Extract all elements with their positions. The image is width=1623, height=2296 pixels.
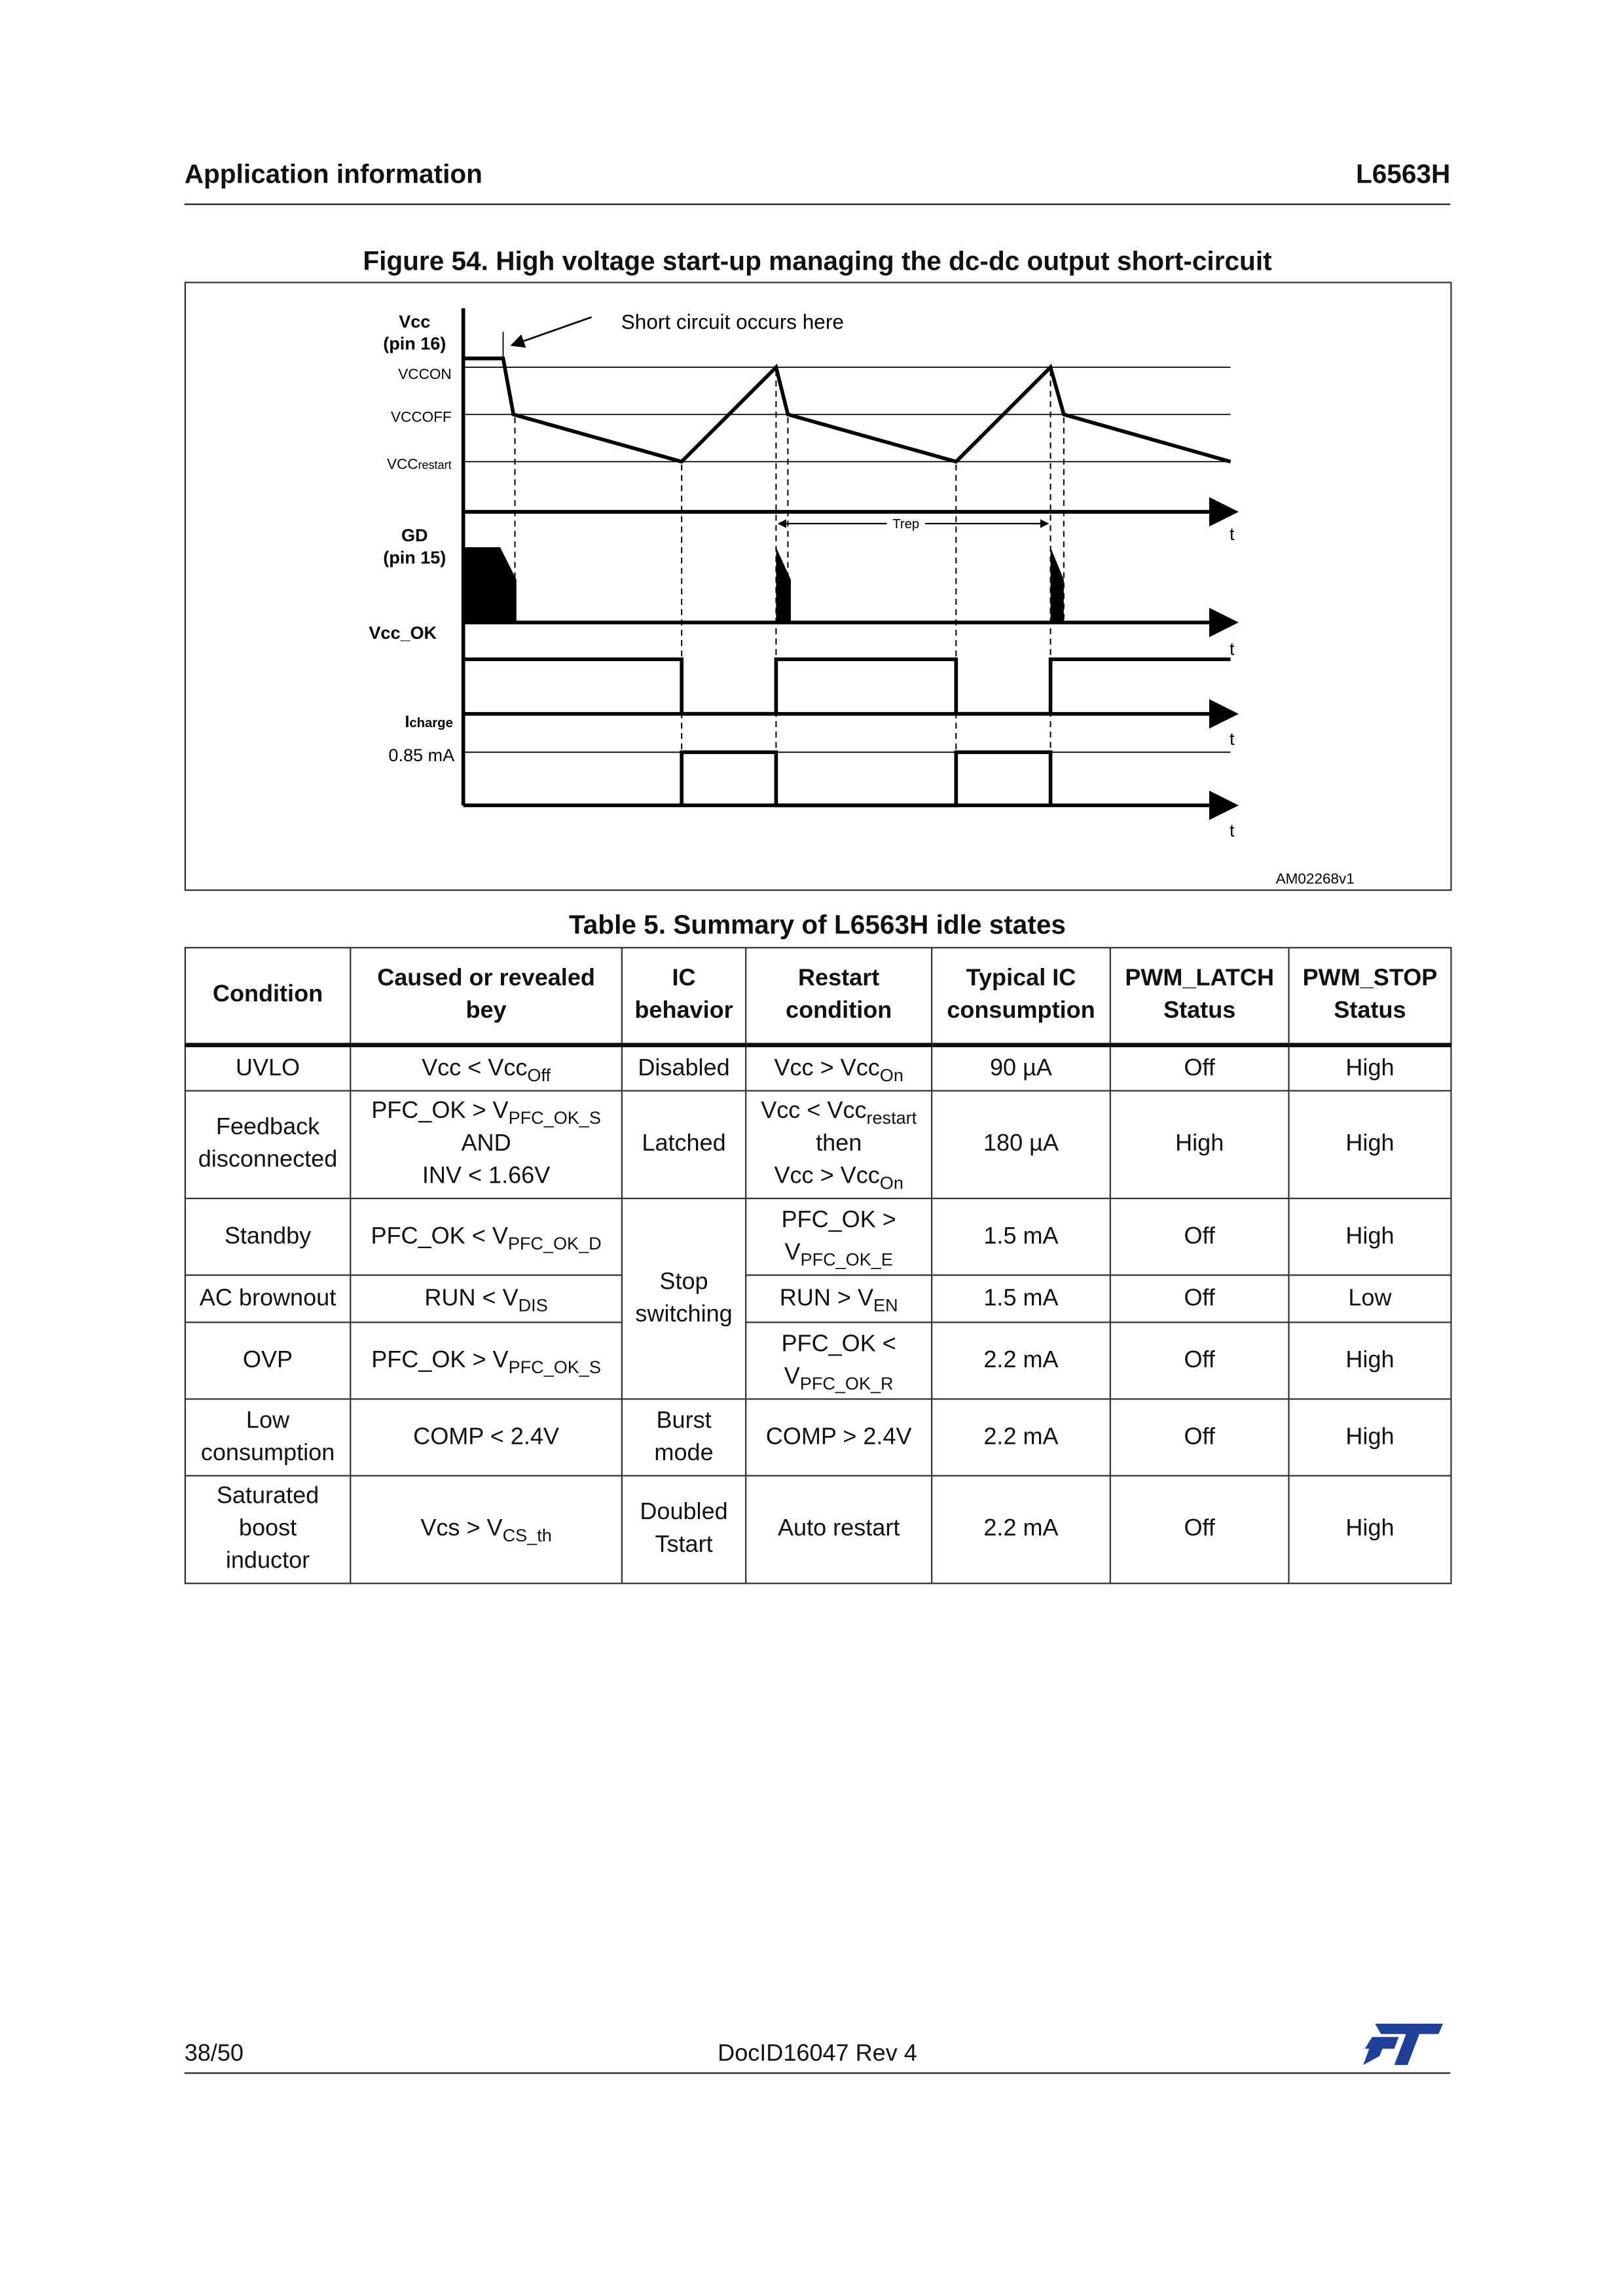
cell-text: Off (1184, 1347, 1215, 1372)
table-cell (350, 1091, 622, 1199)
table-cell (1289, 1476, 1451, 1584)
cell-text: Off (1184, 1055, 1215, 1081)
table-cell (746, 1476, 932, 1584)
cell-text: boost (238, 1516, 297, 1542)
cell-text: 1.5 mA (983, 1223, 1059, 1249)
cell-text: COMP < 2.4V (413, 1424, 559, 1450)
cell-text: Off (1184, 1516, 1215, 1542)
table-row (185, 1275, 1451, 1322)
column-header-text: condition (786, 998, 892, 1024)
vcc-off-label: VCCOFF (391, 408, 452, 425)
subscript-text: On (879, 1064, 903, 1085)
table-cell (932, 1091, 1110, 1199)
table-cell (1110, 1045, 1289, 1091)
cell-text: Off (1184, 1223, 1215, 1249)
cell-text: PFC_OK > V (371, 1347, 509, 1372)
column-header-text: Restart (798, 966, 880, 992)
column-header-text: PWM_STOP (1302, 966, 1438, 992)
column-header-text: Condition (212, 982, 323, 1008)
figure-id: AM02268v1 (1275, 870, 1355, 887)
cell-text: Vcs > V (420, 1516, 503, 1542)
document-id: DocID16047 Rev 4 (718, 2041, 917, 2067)
column-header-text: IC (672, 966, 696, 992)
table-cell (350, 1476, 622, 1584)
cell-text: Vcc > Vcc (774, 1055, 880, 1081)
cell-text: Auto restart (777, 1516, 900, 1542)
gd-pulses (464, 547, 1064, 622)
table-cell (185, 1322, 350, 1399)
time-axis-label: t (1229, 820, 1235, 840)
cell-text: Saturated (216, 1484, 319, 1509)
cell-text: High (1345, 1516, 1395, 1542)
svg-text:Icharge (405, 713, 452, 731)
table-row (185, 1198, 1451, 1275)
table-cell (1289, 1322, 1451, 1399)
cell-text: Off (1184, 1424, 1215, 1450)
table-cell (1110, 1399, 1289, 1476)
table-cell (185, 1476, 350, 1584)
time-axis-label: t (1229, 524, 1235, 544)
footer-divider (185, 2072, 1451, 2073)
short-circuit-annotation: Short circuit occurs here (621, 310, 844, 334)
cell-text: PFC_OK < (781, 1331, 896, 1357)
table-cell (932, 1198, 1110, 1275)
time-axes (464, 308, 1235, 805)
cell-text: AC brownout (199, 1285, 337, 1311)
page-number: 38/50 (184, 2041, 244, 2067)
cell-text: switching (635, 1301, 733, 1327)
table-cell (746, 1091, 932, 1199)
cell-text: Vcc < Vcc (761, 1098, 867, 1124)
vcc-restart-sub: restart (418, 458, 452, 472)
cell-text: COMP > 2.4V (765, 1424, 912, 1450)
table-cell (185, 1045, 350, 1091)
table-cell (350, 1045, 622, 1091)
icharge-level-label: 0.85 mA (388, 745, 455, 765)
subscript-text: PFC_OK_S (508, 1356, 601, 1377)
table-cell (746, 1275, 932, 1322)
table-cell (932, 1275, 1110, 1322)
vcc-ok-label: Vcc_OK (369, 622, 437, 643)
icharge-sub: charge (409, 716, 453, 731)
timing-diagram (186, 283, 1450, 889)
vcc-ok-waveform (464, 659, 1231, 713)
cell-text: RUN > V (779, 1285, 874, 1311)
table-cell (622, 1045, 746, 1091)
header-divider (185, 204, 1451, 205)
subscript-text: PFC_OK_E (800, 1248, 893, 1270)
table-cell (1289, 1198, 1451, 1275)
table-cell (622, 1476, 746, 1584)
icharge-waveform (682, 752, 1050, 805)
table-cell (185, 1091, 350, 1199)
column-header-text: Status (1334, 998, 1406, 1024)
vcc-on-label: VCCON (398, 366, 452, 383)
cell-text: Low (1348, 1285, 1392, 1311)
table-cell (746, 1198, 932, 1275)
table-cell (350, 1275, 622, 1322)
cell-text: PFC_OK < V (371, 1223, 508, 1249)
vcc-pin-label: (pin 16) (383, 334, 447, 354)
cell-text: V (784, 1240, 801, 1265)
cell-text: Latched (642, 1131, 726, 1157)
cell-text: Standby (224, 1223, 312, 1249)
cell-text: PFC_OK > (781, 1207, 896, 1232)
cell-text: Feedback (215, 1115, 320, 1141)
table-cell (932, 1476, 1110, 1584)
column-header-text: Status (1163, 998, 1236, 1024)
section-title: Application information (184, 159, 483, 189)
column-header (1289, 948, 1451, 1045)
table-cell (622, 1198, 746, 1399)
cell-text: High (1345, 1347, 1395, 1372)
cell-text: Off (1184, 1285, 1215, 1311)
time-axis-label: t (1229, 639, 1235, 659)
cell-text: 2.2 mA (983, 1516, 1059, 1542)
table-header-row (185, 948, 1451, 1045)
cell-text: 2.2 mA (983, 1424, 1059, 1450)
table-cell (1110, 1476, 1289, 1584)
cell-text: 90 µA (989, 1055, 1052, 1081)
cell-text: 180 µA (983, 1131, 1059, 1157)
table-cell (1289, 1091, 1451, 1199)
vcc-threshold-lines (464, 332, 1231, 752)
table-cell (622, 1399, 746, 1476)
column-header (622, 948, 746, 1045)
table-cell (350, 1198, 622, 1275)
cell-text: Vcc < Vcc (422, 1055, 528, 1081)
column-header-text: consumption (947, 998, 1095, 1024)
cell-text: RUN < V (424, 1285, 519, 1311)
st-logo (1360, 2020, 1446, 2068)
table-row (185, 1399, 1451, 1476)
vcc-restart-label: VCC (386, 456, 418, 473)
column-header (350, 948, 622, 1045)
subscript-text: DIS (518, 1294, 548, 1316)
cell-text: AND (461, 1131, 511, 1157)
cell-text: High (1345, 1131, 1395, 1157)
table-cell (746, 1045, 932, 1091)
cell-text: Burst (656, 1408, 712, 1433)
cell-text: V (784, 1363, 800, 1389)
table-cell (1289, 1399, 1451, 1476)
subscript-text: PFC_OK_D (507, 1232, 602, 1253)
subscript-text: restart (866, 1107, 917, 1129)
table-cell (1110, 1322, 1289, 1399)
part-number: L6563H (1355, 159, 1451, 189)
column-header (746, 948, 932, 1045)
table-cell (932, 1322, 1110, 1399)
cell-text: Doubled (640, 1499, 728, 1526)
cell-text: Stop (659, 1269, 708, 1295)
cell-text: consumption (200, 1440, 335, 1465)
cell-text: High (1345, 1223, 1395, 1249)
table-row (185, 1322, 1451, 1399)
table-cell (932, 1399, 1110, 1476)
subscript-text: PFC_OK_S (508, 1107, 601, 1129)
table-cell (746, 1399, 932, 1476)
time-axis-label: t (1229, 729, 1235, 749)
column-header-text: Typical IC (966, 966, 1076, 992)
subscript-text: On (879, 1172, 903, 1194)
table-cell (1110, 1091, 1289, 1199)
cell-text: disconnected (198, 1147, 338, 1173)
svg-text:VCCrestart (387, 456, 452, 473)
table-caption: Table 5. Summary of L6563H idle states (568, 910, 1066, 940)
cell-text: High (1345, 1424, 1395, 1450)
cell-text: High (1345, 1055, 1395, 1081)
column-header-text: PWM_LATCH (1125, 966, 1275, 992)
cell-text: PFC_OK > V (371, 1098, 509, 1124)
column-header-text: behavior (634, 998, 733, 1024)
cell-text: 2.2 mA (983, 1347, 1059, 1372)
vcc-label: Vcc (399, 312, 431, 332)
gd-label: GD (401, 526, 428, 546)
cell-text: OVP (242, 1347, 293, 1372)
cell-text: then (816, 1131, 862, 1157)
column-header-text: bey (465, 998, 507, 1024)
cell-text: inductor (225, 1549, 310, 1574)
column-header (932, 948, 1110, 1045)
table-row (185, 1476, 1451, 1584)
vcc-waveform (464, 359, 1231, 462)
table-cell (185, 1399, 350, 1476)
table-cell (350, 1322, 622, 1399)
subscript-text: Off (527, 1064, 551, 1085)
cell-text: INV < 1.66V (422, 1164, 551, 1189)
cell-text: Vcc > Vcc (774, 1164, 880, 1189)
trep-label: Trep (892, 516, 920, 531)
table-cell (1110, 1275, 1289, 1322)
subscript-text: EN (873, 1294, 898, 1316)
column-header-text: Caused or revealed (377, 966, 595, 992)
table-row (185, 1091, 1451, 1199)
table-cell (746, 1322, 932, 1399)
idle-states-table (185, 947, 1452, 1585)
table-cell (185, 1198, 350, 1275)
gd-pin-label: (pin 15) (383, 547, 447, 567)
table-cell (932, 1045, 1110, 1091)
cell-text: Disabled (638, 1055, 730, 1081)
cell-text: High (1175, 1131, 1224, 1157)
cell-text: mode (654, 1440, 714, 1465)
table-cell (622, 1091, 746, 1199)
cell-text: 1.5 mA (983, 1285, 1059, 1311)
subscript-text: CS_th (502, 1525, 552, 1546)
cell-text: Low (246, 1408, 290, 1433)
timing-diagram-frame (185, 281, 1452, 891)
table-cell (1110, 1198, 1289, 1275)
cell-text: UVLO (235, 1055, 301, 1081)
annotation-arrow (512, 317, 592, 346)
icharge-label: I (405, 713, 410, 732)
table-cell (350, 1399, 622, 1476)
column-header (185, 948, 350, 1045)
table-row (185, 1045, 1451, 1091)
table-cell (1289, 1045, 1451, 1091)
figure-caption: Figure 54. High voltage start-up managing the dc-dc output short-circuit (363, 246, 1272, 276)
column-header (1110, 948, 1289, 1045)
table-cell (1289, 1275, 1451, 1322)
cell-text: Tstart (655, 1532, 713, 1558)
table-cell (185, 1275, 350, 1322)
subscript-text: PFC_OK_R (799, 1372, 894, 1393)
